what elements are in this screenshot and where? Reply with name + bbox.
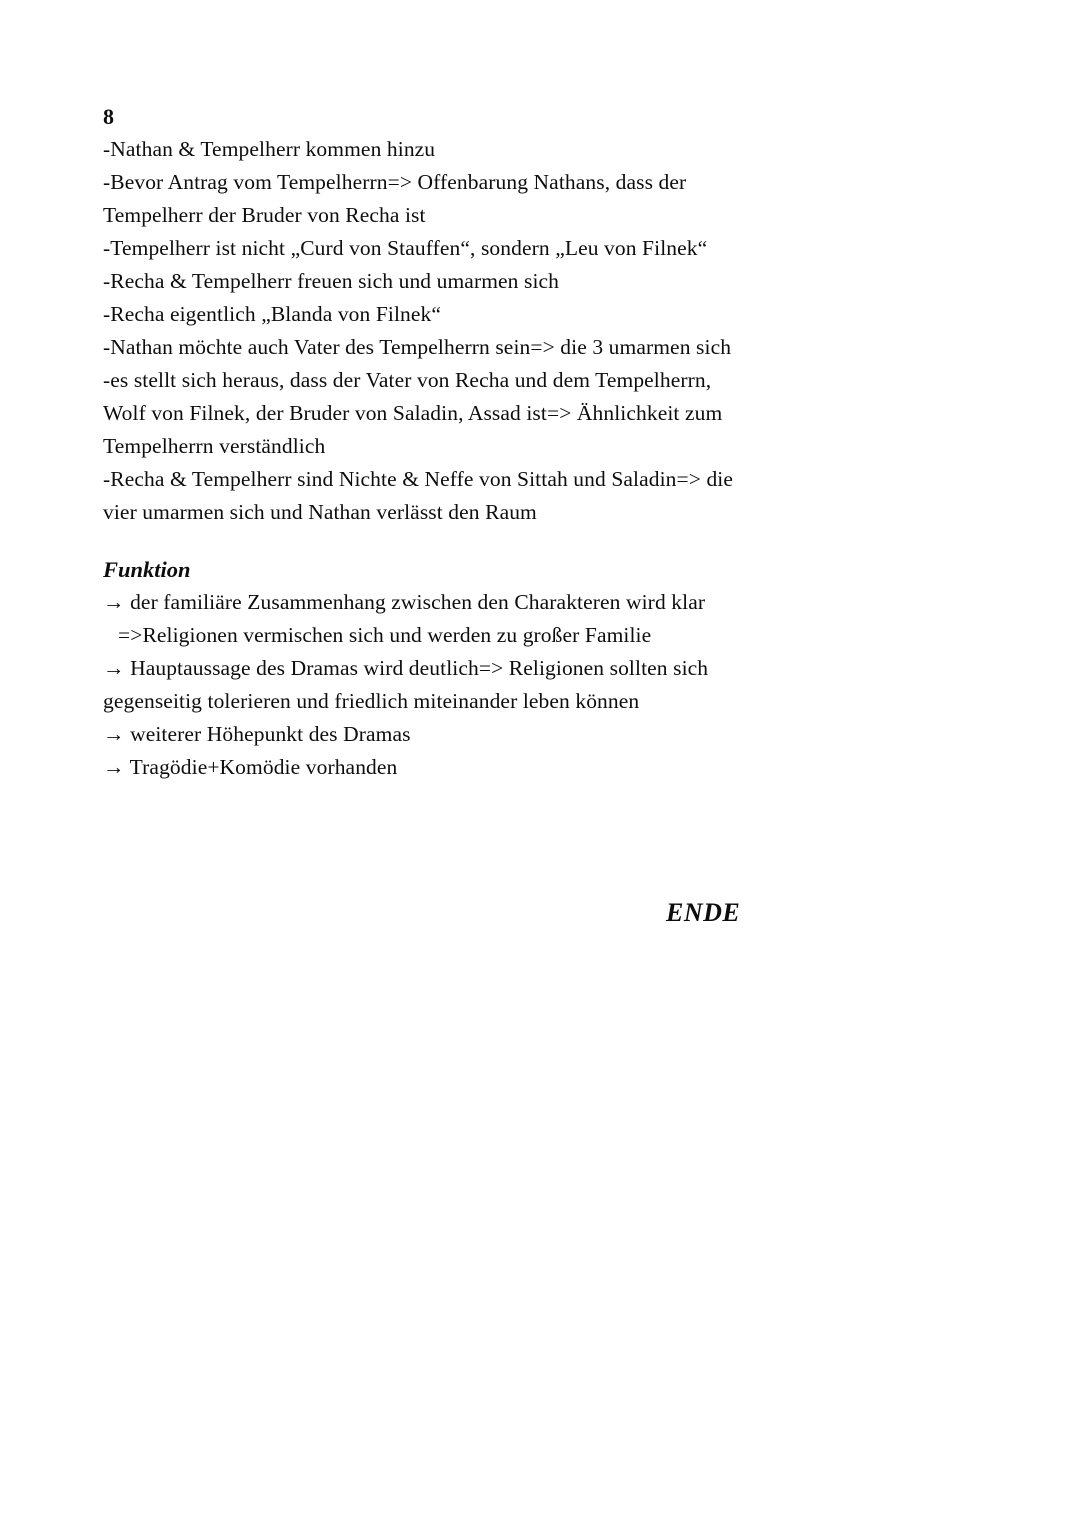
scene-note-line: -Tempelherr ist nicht „Curd von Stauffen“, sondern „Leu von Filnek“	[103, 236, 708, 260]
scene-note-line: -Recha & Tempelherr sind Nichte & Neffe von Sittah und Saladin=> die	[103, 467, 734, 491]
funktion-line: gegenseitig tolerieren und friedlich miteinander leben können	[103, 689, 640, 713]
scene-note-line: -es stellt sich heraus, dass der Vater von Recha und dem Tempelherrn,	[103, 368, 712, 392]
scene-note-line: -Nathan & Tempelherr kommen hinzu	[103, 137, 436, 161]
funktion-line: =>Religionen vermischen sich und werden zu großer Familie	[118, 623, 652, 647]
scene-note-line: -Bevor Antrag vom Tempelherrn=> Offenbarung Nathans, dass der	[103, 170, 687, 194]
funktion-line: → Tragödie+Komödie vorhanden	[103, 755, 398, 779]
ende-label: ENDE	[666, 898, 741, 927]
scene-note-line: Wolf von Filnek, der Bruder von Saladin, Assad ist=> Ähnlichkeit zum	[103, 401, 723, 425]
scene-note-line: -Nathan möchte auch Vater des Tempelherrn sein=> die 3 umarmen sich	[103, 335, 732, 359]
funktion-line: → der familiäre Zusammenhang zwischen den Charakteren wird klar	[103, 590, 706, 614]
scene-note-line: -Recha & Tempelherr freuen sich und umarmen sich	[103, 269, 560, 293]
funktion-line: → Hauptaussage des Dramas wird deutlich=> Religionen sollten sich	[103, 656, 709, 680]
funktion-line: → weiterer Höhepunkt des Dramas	[103, 722, 411, 746]
scene-note-line: vier umarmen sich und Nathan verlässt den Raum	[103, 500, 537, 524]
funktion-heading: Funktion	[103, 557, 191, 582]
scene-note-line: -Recha eigentlich „Blanda von Filnek“	[103, 302, 442, 326]
scene-note-line: Tempelherrn verständlich	[103, 434, 326, 458]
scene-note-line: Tempelherr der Bruder von Recha ist	[103, 203, 426, 227]
section-number-heading: 8	[103, 104, 114, 129]
